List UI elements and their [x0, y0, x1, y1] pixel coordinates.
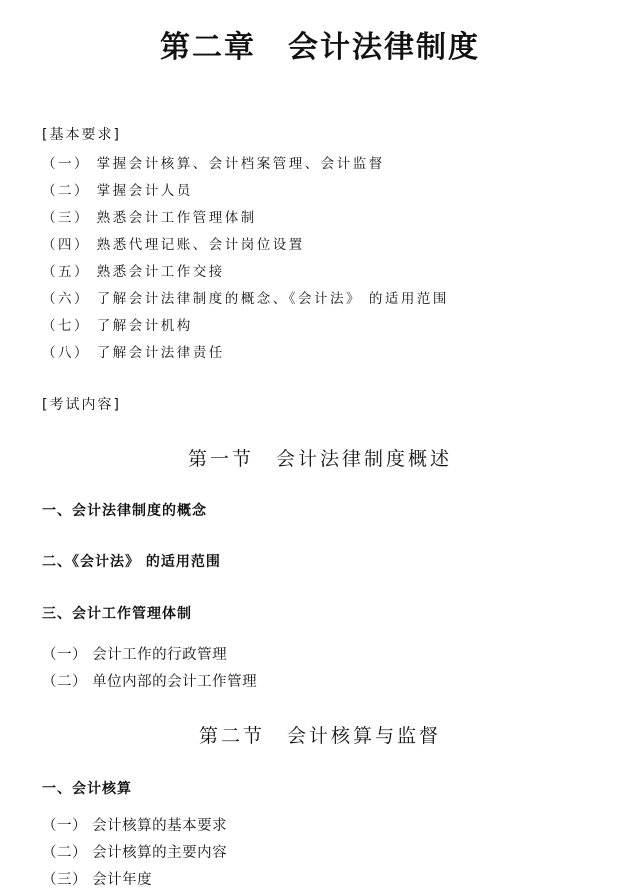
section1-sub-item: （一） 会计工作的行政管理 — [42, 647, 228, 663]
requirement-item: （五） 熟悉会计工作交接 — [42, 264, 225, 280]
section1-title: 第一节 会计法律制度概述 — [187, 448, 452, 470]
requirement-item: （七） 了解会计机构 — [42, 318, 193, 334]
section1-sub-item: （二） 单位内部的会计工作管理 — [42, 674, 258, 690]
exam-content-heading: [考试内容] — [42, 397, 121, 413]
section2-title: 第二节 会计核算与监督 — [198, 725, 441, 747]
requirement-item: （一） 掌握会计核算、会计档案管理、会计监督 — [42, 156, 385, 172]
section2-sub-item: （一） 会计核算的基本要求 — [42, 818, 228, 834]
section2-heading-1: 一、会计核算 — [42, 781, 132, 797]
basic-requirements-heading: [基本要求] — [42, 127, 121, 143]
requirement-item: （四） 熟悉代理记账、会计岗位设置 — [42, 237, 305, 253]
requirement-item: （八） 了解会计法律责任 — [42, 345, 225, 361]
requirement-item: （二） 掌握会计人员 — [42, 183, 193, 199]
section1-heading-3: 三、会计工作管理体制 — [42, 606, 192, 622]
section2-sub-item: （二） 会计核算的主要内容 — [42, 845, 228, 861]
requirement-item: （三） 熟悉会计工作管理体制 — [42, 210, 257, 226]
section1-heading-1: 一、会计法律制度的概念 — [42, 503, 207, 519]
requirement-item: （六） 了解会计法律制度的概念、《会计法》 的适用范围 — [42, 291, 449, 307]
section1-heading-2: 二、《会计法》 的适用范围 — [42, 554, 221, 570]
section2-sub-item: （三） 会计年度 — [42, 872, 153, 888]
chapter-title: 第二章 会计法律制度 — [160, 30, 480, 65]
